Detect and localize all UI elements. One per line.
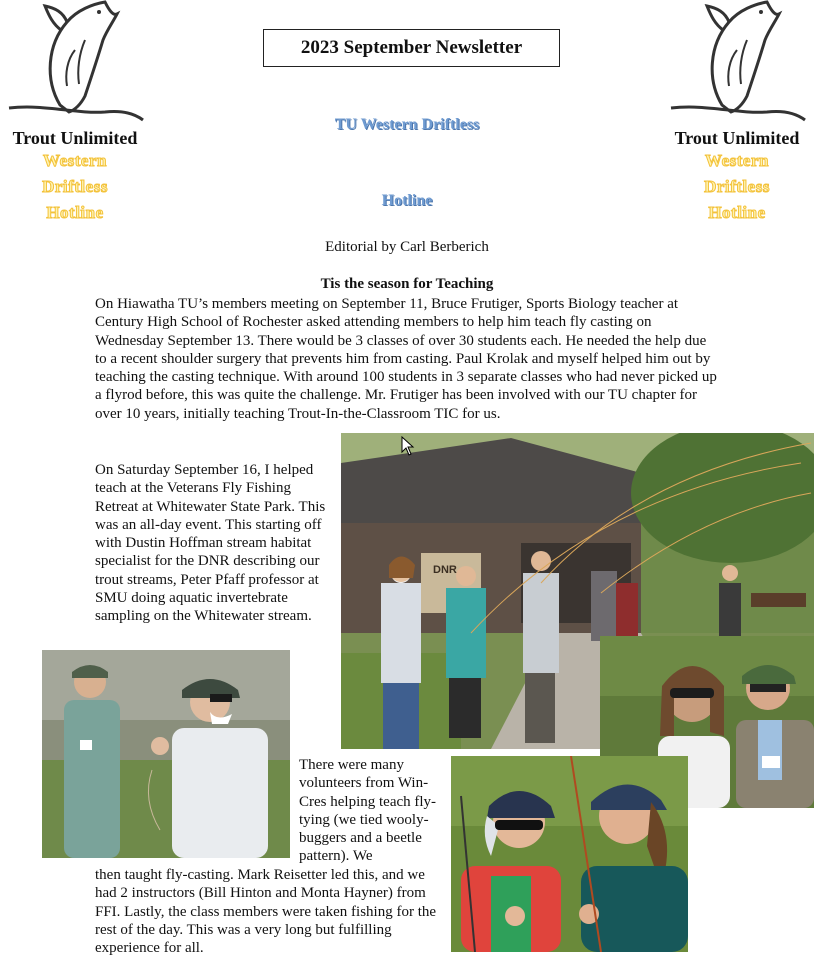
photo-instructors — [42, 650, 290, 858]
logo-org-name: Trout Unlimited — [674, 128, 800, 148]
article-paragraph-2: On Saturday September 16, I helped teach at the Veterans Fly Fishing Retreat at Whitewater State Park. This was an all-day event. This starting off with Dustin Hoffman stream habitat specialist for the DNR describing our trout streams, Peter Pfaff professor at SMU doing aquatic invertebrate sampling on the Whitewater stream. — [95, 462, 326, 625]
photo-fly-tying — [451, 756, 688, 952]
logo-sub-3: Hotline — [46, 203, 104, 222]
masthead-line-2: Hotline — [381, 192, 433, 209]
logo-left — [0, 0, 150, 226]
logo-sub-3: Hotline — [708, 203, 766, 222]
logo-sub-2: Driftless — [42, 177, 108, 196]
logo-right — [662, 0, 812, 226]
logo-sub-1: Western — [43, 151, 107, 170]
article-paragraph-3b: then taught fly-casting. Mark Reisetter led this, and we had 2 instructors (Bill Hinton and Monta Hayner) from FFI. Lastly, the class members were taken fishing for the rest of the day. This was a very long but fulfilling experience for all. — [95, 867, 437, 957]
newsletter-title: 2023 September Newsletter — [263, 29, 560, 67]
article-paragraph-3a: There were many volunteers from Win-Cres helping teach fly-tying (we tied wooly-buggers and a beetle pattern). We — [299, 757, 437, 865]
article-title: Tis the season for Teaching — [320, 276, 494, 292]
logo-sub-2: Driftless — [704, 177, 770, 196]
masthead-line-1: TU Western Driftless — [334, 116, 480, 133]
logo-org-name: Trout Unlimited — [12, 128, 138, 148]
leaping-trout-icon — [667, 0, 807, 126]
park-sign-text: DNR — [433, 564, 457, 576]
article-paragraph-1: On Hiawatha TU’s members meeting on September 11, Bruce Frutiger, Sports Biology teacher at Century High School of Rochester asked attending members to help him teach fly casting on Wednesday September 13. There would be 3 classes of over 30 students each. He needed the help due to a recent shoulder surgery that prevents him from casting. Paul Krolak and myself helped him out by teaching the casting technique. With around 100 students in 3 separate classes who had never picked up a flyrod before, this was quite the challenge. Mr. Frutiger has been involved with our TU chapter for over 10 years, initially teaching Trout-In-the-Classroom TIC for us. — [95, 296, 717, 422]
leaping-trout-icon — [5, 0, 145, 126]
logo-sub-1: Western — [705, 151, 769, 170]
mouse-cursor-icon — [401, 436, 415, 456]
editorial-byline: Editorial by Carl Berberich — [325, 239, 489, 255]
